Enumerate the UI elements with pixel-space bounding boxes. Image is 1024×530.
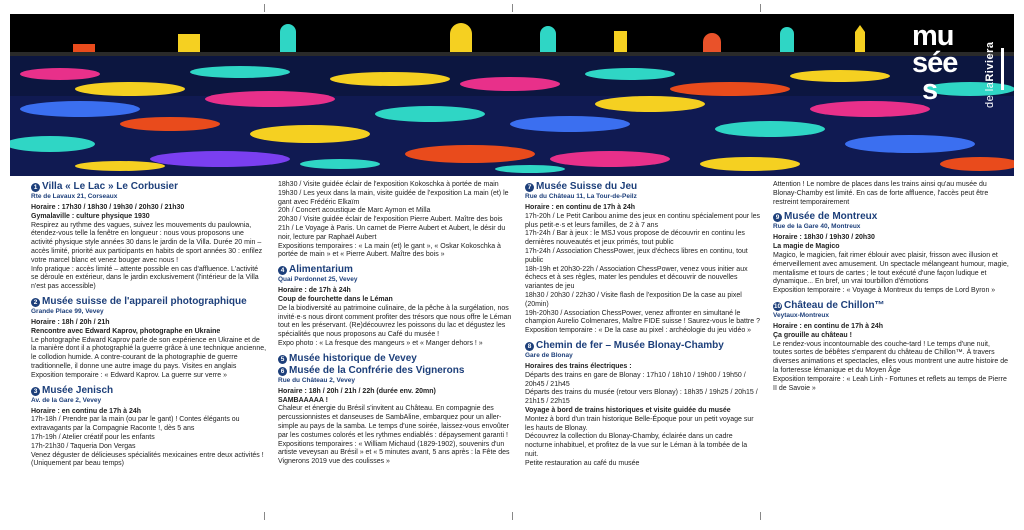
section-address: Rue du Château 2, Vevey: [278, 376, 355, 384]
section-number: 6: [278, 367, 287, 376]
event-description: Petite restauration au café du musée: [525, 459, 640, 467]
section-title: 8 Chemin de fer – Musée Blonay-Chamby: [525, 340, 761, 351]
section-attention: [773, 181, 1009, 207]
section-musee-montreux: [773, 211, 1009, 296]
section-chateau-chillon: [773, 300, 1009, 393]
trim-mark: [760, 512, 761, 520]
section-number: 5: [278, 355, 287, 364]
section-title: 1 Villa « Le Lac » Le Corbusier: [31, 181, 267, 192]
practical-info: Info pratique : accès limité – attente possible en cas d'affluence. L'activité se déroule en extérieur, dans le jardin exclusivement (l'intérieur de la Villa n'est pas accessible): [31, 265, 259, 291]
trim-mark: [264, 4, 265, 12]
event-title: Coup de fourchette dans le Léman: [278, 295, 393, 303]
section-address: Veytaux-Montreux: [773, 311, 829, 319]
event-description: Le photographe Edward Kaprov parle de son expérience en Ukraine et de la manière dont il a photographié la guerre grâce à une technique ancienne, le collodion humide. A contre-courant de la photographie de guerre traditionnelle, il donne une autre image du pays. Visites en anglais: [31, 336, 267, 370]
section-title: 7 Musée Suisse du Jeu: [525, 181, 761, 192]
event-title: SAMBAAAAA !: [278, 396, 328, 404]
musees-riviera-logo: [912, 22, 1007, 112]
section-appareil-photo: [31, 296, 267, 381]
logo-bar: [1001, 48, 1004, 90]
column-1: [31, 181, 267, 473]
event-title: Gymalaville : culture physique 1930: [31, 212, 150, 220]
night-reflection-illustration: [10, 14, 1014, 176]
schedule: Horaire : de 17h à 24h: [278, 287, 351, 295]
section-villa-le-lac: [31, 181, 267, 292]
program-item: 20h / Concert acoustique de Marc Aymon et Milla: [278, 207, 431, 215]
section-number: 8: [525, 342, 534, 351]
section-address: Grande Place 99, Vevey: [31, 307, 104, 315]
event-title: Voyage à bord de trains historiques et visite guidée du musée: [525, 406, 731, 414]
exhibition: Exposition temporaire : « Leah Linh - Fortunes et reflets au temps de Pierre II de Savoie »: [773, 375, 1007, 392]
program-item: 17h-24h / Bar à jeux : le MSJ vous propose de découvrir en continu les dernières nouveautés et jeux primés, tout public: [525, 230, 745, 247]
section-blonay-chamby: [525, 340, 761, 469]
event-description: Découvrez la collection du Blonay-Chamby, éclairée dans un cadre nocturne inhabituel, et profitez de la vue sur le Léman à la tombée de la nuit.: [525, 433, 748, 458]
event-title: Rencontre avec Edward Kaprov, photographe en Ukraine: [31, 327, 221, 335]
exhibition: Exposition temporaire : « Voyage à Montreux du temps de Lord Byron »: [773, 287, 996, 295]
program-item: 19h30 / Les yeux dans la main, visite guidée de l'exposition La main (et) le gant avec Frédéric Elkaïm: [278, 189, 509, 206]
section-title: 4 Alimentarium: [278, 264, 514, 275]
section-number: 2: [31, 298, 40, 307]
trim-mark: [760, 4, 761, 12]
section-title: 3 Musée Jenisch: [31, 385, 267, 396]
section-jenisch-continued: [278, 181, 514, 260]
train-returns: Départs des trains du musée (retour vers Blonay) : 18h35 / 19h25 / 20h15 / 21h15 / 22h15: [525, 389, 758, 406]
program-item: 20h30 / Visite guidée éclair de l'exposition Pierre Aubert. Maître des bois: [278, 216, 503, 224]
event-description: De la biodiversité au patrimoine culinaire, de la pêche à la surgélation, nos invité·e·s nous diront comment profiter des trésors que nous offre le Léman tout en les préservant. (Re)découvrez les poissons du lac et dégustez les spécialités que nous proposons au Café du musée !: [278, 304, 512, 339]
trim-mark: [264, 512, 265, 520]
program-item: 18h30 / 20h30 / 22h30 / Visite flash de l'exposition De la case au pixel (20min): [525, 291, 742, 308]
program-item: 21h / Le Voyage à Paris. Un carnet de Pierre Aubert et Aubert, le désir du noir, lecture par Raphaël Aubert: [278, 224, 506, 241]
section-address: Quai Perdonnet 25, Vevey: [278, 276, 358, 284]
section-title: 9 Musée de Montreux: [773, 211, 1009, 222]
section-musee-historique: [278, 353, 514, 467]
schedule: Horaire : en continu de 17h à 24h: [31, 407, 142, 415]
section-number: 1: [31, 183, 40, 192]
section-musee-jeu: [525, 181, 761, 336]
program-item: 17h-21h30 / Taqueria Don Vergas: [31, 442, 136, 450]
schedule: Horaire : 17h30 / 18h30 / 19h30 / 20h30 / 21h30: [31, 204, 185, 211]
section-number: 9: [773, 213, 782, 222]
train-departures: Départs des trains en gare de Blonay : 17h10 / 18h10 / 19h00 / 19h50 / 20h45 / 21h45: [525, 371, 746, 388]
section-title-secondary: 6 Musée de la Confrérie des Vignerons: [278, 365, 514, 376]
logo-line-3: s: [922, 74, 938, 106]
program-item: 17h-19h / Atelier créatif pour les enfants: [31, 433, 155, 441]
section-musee-jenisch: [31, 385, 267, 470]
section-address: Rte de Lavaux 21, Corseaux: [31, 193, 118, 200]
event-description: Montez à bord d'un train historique Belle-Époque pour un petit voyage sur les hauts de Blonay.: [525, 415, 754, 432]
event-description: Chaleur et énergie du Brésil s'invitent au Château. En compagnie des percussionnistes et danseuses de SambAline, embarquez pour un aller-simple au pays de la samba. Le temps d'une soirée, laissez-vous envoûter par les costumes colorés et les rythmes endiablés : dépaysement garanti !: [278, 405, 509, 439]
section-address: Rue de la Gare 40, Montreux: [773, 223, 861, 231]
section-number: 7: [525, 183, 534, 192]
logo-vertical-text: de laRiviera: [984, 41, 996, 108]
trim-mark: [512, 4, 513, 12]
program-item: 19h-20h30 / Association ChessPower, venez affronter en simultané le champion Aurelio Colmenares, Maître FIDE suisse ! Saurez-vous le battre ?: [525, 309, 760, 326]
column-3: [525, 181, 761, 473]
logo-line-2: sée: [912, 47, 958, 79]
schedule: Horaire : en continu de 17h à 24h: [773, 322, 884, 330]
program-item: Venez déguster de délicieuses spécialités mexicaines entre deux activités ! (Uniquement par beau temps): [31, 451, 264, 468]
section-number: 4: [278, 266, 287, 275]
schedule: Horaire : 18h / 20h / 21h / 22h (durée env. 20mn): [278, 387, 436, 395]
schedule: Horaire : en continu de 17h à 24h: [525, 204, 636, 211]
exhibition: Expo photo : « La fresque des mangeurs » et « Manger dehors ! »: [278, 339, 483, 347]
exhibition: Exposition temporaire : « De la case au pixel : archéologie du jeu vidéo »: [525, 327, 752, 335]
event-description: Magico, le magicien, fait rimer éblouir avec plaisir, frisson avec illusion et émerveillement avec amusement. Un spectacle mélangeant humour, magie, mentalisme et tours de cartes ; le tout exécuté d'une façon ludique et dynamique... En bref, un vrai tourbillon d'émotions: [773, 251, 1009, 286]
section-number: 3: [31, 387, 40, 396]
section-title: 2 Musée suisse de l'appareil photographique: [31, 296, 267, 307]
event-title: La magie de Magico: [773, 243, 840, 251]
section-title: 5 Musée historique de Vevey: [278, 353, 514, 364]
schedule: Horaire : 18h30 / 19h30 / 20h30: [773, 234, 875, 242]
section-title: 10 Château de Chillon™: [773, 299, 885, 311]
column-2: [278, 181, 514, 471]
program-item: 17h-24h / Association ChessPower, jeux d'échecs libres en continu, tout public: [525, 247, 748, 264]
event-description: Le rendez-vous incontournable des couche-tard ! Le temps d'une nuit, toutes sortes de bébêtes s'emparent du château de Chillon™. À travers diverses animations et spectacles, elles vous montrent une autre histoire de la forteresse lémanique et du Moyen Âge: [773, 340, 1009, 374]
exhibition: Expositions temporaires : « La main (et) le gant », « Oskar Kokoschka à portée de main » et « Pierre Aubert. Maître des bois »: [278, 242, 501, 259]
section-number: 10: [773, 302, 782, 310]
attention-notice: Attention ! Le nombre de places dans les trains ainsi qu'au musée du Blonay-Chamby est limité. En cas de forte affluence, l'accès peut être restreint temporairement: [773, 181, 989, 206]
logo-line-1: mu: [912, 20, 954, 52]
section-alimentarium: [278, 264, 514, 349]
section-address: Rue du Château 11, La Tour-de-Peilz: [525, 193, 637, 200]
section-address: Gare de Blonay: [525, 351, 573, 359]
event-title: Ça grouille au château !: [773, 331, 852, 339]
program-item: 17h-20h / Le Petit Caribou anime des jeux en continu spécialement pour les plus petit·e·s et leurs familles, de 2 à 7 ans: [525, 212, 761, 229]
exhibition: Expositions temporaires : « William Michaud (1829-1902), souvenirs d'un artiste veveysan au Brésil » et « 5 minutes avant, 5 ans après : la Fête des Vignerons 2019 vue des coulisses »: [278, 440, 510, 466]
program-item: 17h-18h / Prendre par la main (ou par le gant) ! Contes élégants ou extravagants par la Compagnie Raconte !, dès 5 ans: [31, 416, 240, 433]
section-address: Av. de la Gare 2, Vevey: [31, 396, 102, 404]
program-item: 18h-19h et 20h30-22h / Association ChessPower, venez vous initier aux échecs et à ses règles, mater les pendules et découvrir de nouvelles variantes de jeu: [525, 265, 748, 291]
schedule: Horaire : 18h / 20h / 21h: [31, 318, 110, 326]
trim-mark: [512, 512, 513, 520]
event-description: Respirez au rythme des vagues, suivez les mouvements du paulownia, étendez-vous telle la fenêtre en longueur : nous vous proposons une activité physique style années 30 dans le jardin de la Villa. Durée 20 min – accès limité, priorité aux participants en habits de sport années 30 : enfilez votre marcel blanc et venez bouger avec nous !: [31, 221, 263, 264]
column-4: [773, 181, 1009, 397]
schedule: Horaires des trains électriques :: [525, 362, 632, 370]
program-item: 18h30 / Visite guidée éclair de l'exposition Kokoschka à portée de main: [278, 181, 499, 188]
exhibition: Exposition temporaire : « Edward Kaprov. La guerre sur verre »: [31, 371, 227, 379]
